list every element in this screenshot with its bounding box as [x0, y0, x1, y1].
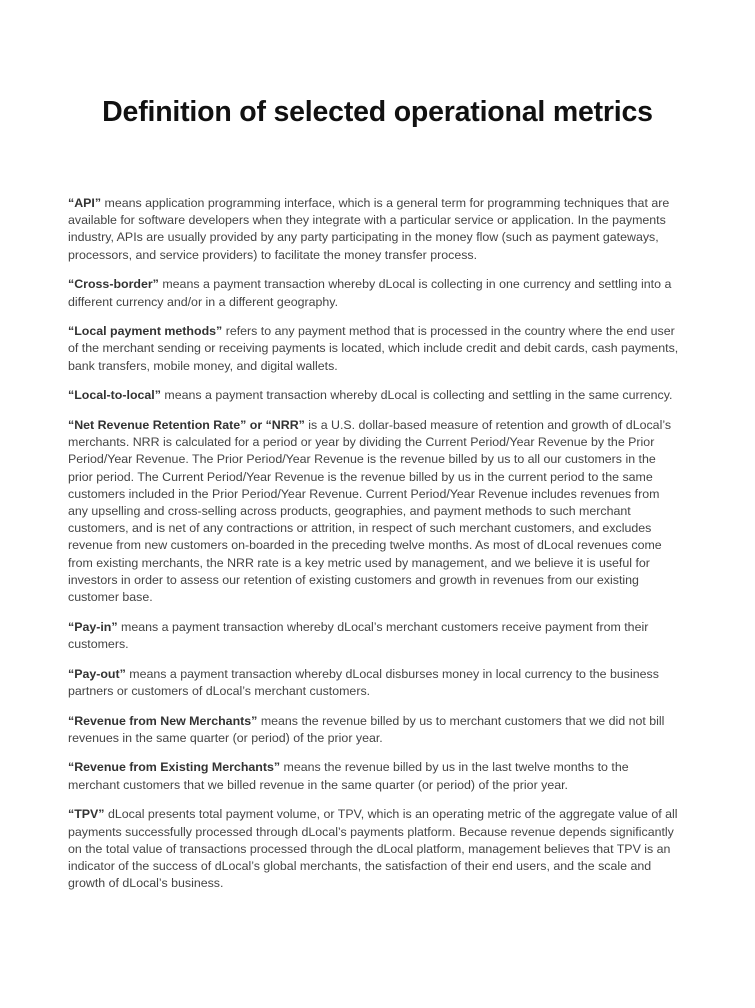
definition-cross-border	[68, 276, 682, 310]
definition-term: “Revenue from Existing Merchants”	[68, 760, 281, 775]
definition-revenue-new-merchants	[68, 713, 682, 747]
definitions-list	[68, 195, 682, 905]
definition-pay-out	[68, 666, 682, 700]
definition-term: “Pay-out”	[68, 666, 126, 681]
definition-text: means the revenue billed by us to merchant customers that we did not bill revenues in the same quarter (or period) of the prior year.	[68, 713, 665, 745]
definition-api	[68, 195, 682, 264]
definition-term: “Net Revenue Retention Rate” or “NRR”	[68, 418, 305, 433]
definition-tpv	[68, 806, 682, 892]
definition-term: “API”	[68, 196, 102, 210]
definition-text: means a payment transaction whereby dLocal’s merchant customers receive payment from their customers.	[68, 619, 649, 651]
definition-term: “Revenue from New Merchants”	[68, 713, 258, 728]
definition-text: means a payment transaction whereby dLocal is collecting in one currency and settling into a different currency and/or in a different geography.	[68, 277, 672, 309]
page-title: Definition of selected operational metrics	[102, 96, 653, 128]
definition-term: “Local payment methods”	[68, 324, 223, 339]
definition-local-payment-methods	[68, 323, 682, 375]
definition-nrr	[68, 417, 682, 606]
definition-text: means the revenue billed by us in the last twelve months to the merchant customers that we billed revenue in the same quarter (or period) of the prior year.	[68, 760, 629, 792]
definition-text: means a payment transaction whereby dLocal disburses money in local currency to the business partners or customers of dLocal’s merchant customers.	[68, 666, 659, 698]
definition-text: means a payment transaction whereby dLocal is collecting and settling in the same currency.	[164, 388, 673, 403]
definition-revenue-existing-merchants	[68, 759, 682, 793]
definition-local-to-local	[68, 387, 682, 404]
definition-text: is a U.S. dollar-based measure of retention and growth of dLocal’s merchants. NRR is calculated for a period or year by dividing the Current Period/Year Revenue by the Prior Period/Year Revenue. The Prior Period/Year Revenue is the revenue billed by us to all our customers in the prior period. The Current Period/Year Revenue is the revenue billed by us in the current period to the same customers included in the Prior Period/Year Revenue. Current Period/Year Revenue includes revenues from any upselling and cross-selling across products, geographies, and payment methods to such merchant customers, and is net of any contractions or attrition, in respect of such merchant customers, and excludes revenue from new customers on-boarded in the preceding twelve months. As most of dLocal revenues come from existing merchants, the NRR rate is a key metric used by management, and we believe it is useful for investors in order to assess our retention of existing customers and growth in revenues from our existing customer base.	[68, 418, 672, 605]
definition-pay-in	[68, 619, 682, 653]
definition-term: “TPV”	[68, 807, 105, 822]
definition-term: “Cross-border”	[68, 277, 159, 292]
definition-text: means application programming interface, which is a general term for programming techniques that are available for software developers when they integrate with a particular service or application. In the payments industry, APIs are usually provided by any party participating in the money flow (such as payment gateways, processors, and service providers) to facilitate the money transfer process.	[68, 196, 670, 262]
definition-term: “Local-to-local”	[68, 388, 161, 403]
definition-term: “Pay-in”	[68, 619, 118, 634]
definition-text: refers to any payment method that is processed in the country where the end user of the merchant sending or receiving payments is located, which include credit and debit cards, cash payments, bank transfers, mobile money, and digital wallets.	[68, 324, 679, 373]
definition-text: dLocal presents total payment volume, or TPV, which is an operating metric of the aggregate value of all payments successfully processed through dLocal’s payments platform. Because revenue depends significantly on the total value of transactions processed through the dLocal platform, management believes that TPV is an indicator of the success of dLocal’s global merchants, the satisfaction of their end users, and the scale and growth of dLocal’s business.	[68, 807, 678, 891]
